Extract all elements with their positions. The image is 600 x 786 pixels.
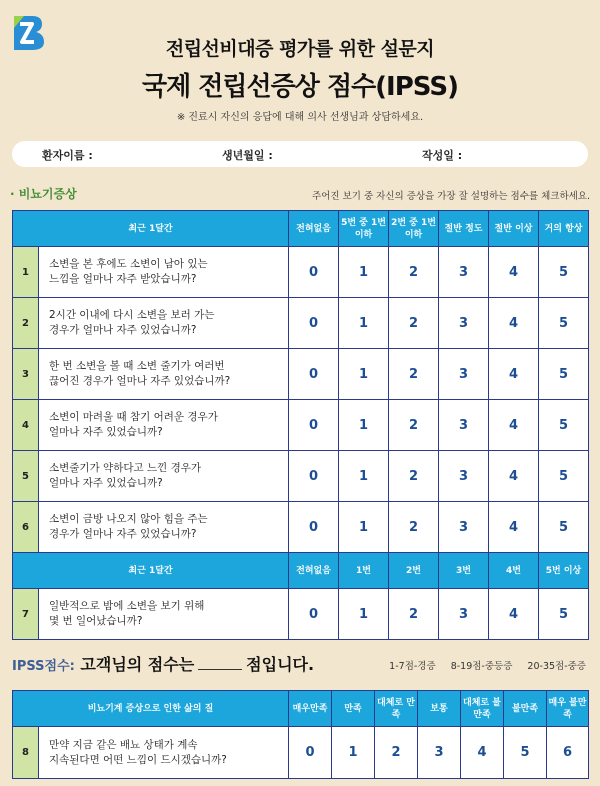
section-title: · 비뇨기증상 bbox=[10, 187, 77, 201]
question-line: 2시간 이내에 다시 소변을 보러 가는 bbox=[49, 309, 215, 321]
quality-of-life-table bbox=[12, 690, 589, 779]
question-line: 만약 지금 같은 배뇨 상태가 계속 bbox=[49, 738, 198, 751]
score-option[interactable]: 3 bbox=[439, 451, 489, 502]
question bbox=[39, 727, 289, 779]
score-option[interactable]: 4 bbox=[489, 451, 539, 502]
table-row bbox=[13, 451, 589, 502]
table-header-2 bbox=[13, 553, 589, 589]
score-option[interactable]: 3 bbox=[439, 589, 489, 640]
score-option[interactable]: 3 bbox=[439, 502, 489, 553]
question-line: 얼마나 자주 있었습니까? bbox=[49, 426, 163, 438]
header-col: 대체로 불만족 bbox=[461, 691, 504, 727]
header-col: 3번 bbox=[439, 553, 489, 589]
score-option[interactable]: 1 bbox=[339, 349, 389, 400]
score-option[interactable]: 0 bbox=[289, 349, 339, 400]
score-blank[interactable] bbox=[198, 669, 242, 670]
score-option[interactable]: 4 bbox=[489, 589, 539, 640]
score-label: IPSS점수: bbox=[12, 659, 75, 674]
header-col: 만족 bbox=[332, 691, 375, 727]
score-option[interactable]: 5 bbox=[539, 451, 589, 502]
birth-label[interactable]: 생년월일 : bbox=[222, 149, 273, 162]
table-row bbox=[13, 247, 589, 298]
range-severe: 20-35점-중증 bbox=[527, 661, 586, 672]
patient-info-bar bbox=[12, 141, 588, 167]
score-option[interactable]: 5 bbox=[504, 727, 547, 779]
header-col: 4번 bbox=[489, 553, 539, 589]
header-col: 매우만족 bbox=[289, 691, 332, 727]
header-col: 전혀없음 bbox=[289, 553, 339, 589]
header-col: 불만족 bbox=[504, 691, 547, 727]
question-line: 몇 번 일어났습니까? bbox=[49, 615, 143, 627]
score-option[interactable]: 5 bbox=[539, 502, 589, 553]
score-option[interactable]: 2 bbox=[389, 589, 439, 640]
question-line: 소변줄기가 약하다고 느낀 경우가 bbox=[49, 462, 202, 474]
question bbox=[39, 298, 289, 349]
row-number: 3 bbox=[13, 349, 39, 400]
header-col: 1번 bbox=[339, 553, 389, 589]
consult-note: ※ 진료시 자신의 응답에 대해 의사 선생님과 상담하세요. bbox=[176, 112, 424, 123]
score-option[interactable]: 5 bbox=[539, 589, 589, 640]
score-text-after: 점입니다. bbox=[246, 655, 315, 674]
score-option[interactable]: 4 bbox=[489, 400, 539, 451]
score-option[interactable]: 5 bbox=[539, 349, 589, 400]
score-option[interactable]: 2 bbox=[389, 451, 439, 502]
question-line: 한 번 소변을 볼 때 소변 줄기가 여러번 bbox=[49, 360, 225, 372]
symptom-table bbox=[12, 210, 589, 640]
table-header bbox=[13, 211, 589, 247]
score-option[interactable]: 5 bbox=[539, 400, 589, 451]
header-period: 최근 1달간 bbox=[13, 553, 289, 589]
question-line: 소변이 마려울 때 참기 어려운 경우가 bbox=[49, 411, 218, 423]
header-col: 2번 중 1번 이하 bbox=[389, 211, 439, 247]
score-option[interactable]: 1 bbox=[339, 589, 389, 640]
row-number: 6 bbox=[13, 502, 39, 553]
score-option[interactable]: 1 bbox=[339, 247, 389, 298]
question-line: 느낌을 얼마나 자주 받았습니까? bbox=[49, 273, 197, 285]
score-option[interactable]: 1 bbox=[332, 727, 375, 779]
score-option[interactable]: 1 bbox=[339, 298, 389, 349]
table-row bbox=[13, 727, 589, 779]
score-option[interactable]: 1 bbox=[339, 451, 389, 502]
question bbox=[39, 400, 289, 451]
row-number: 2 bbox=[13, 298, 39, 349]
header-col: 거의 항상 bbox=[539, 211, 589, 247]
score-option[interactable]: 2 bbox=[375, 727, 418, 779]
header-col: 5번 중 1번 이하 bbox=[339, 211, 389, 247]
score-option[interactable]: 0 bbox=[289, 298, 339, 349]
score-option[interactable]: 2 bbox=[389, 502, 439, 553]
header-period: 최근 1달간 bbox=[13, 211, 289, 247]
score-option[interactable]: 6 bbox=[547, 727, 589, 779]
score-option[interactable]: 3 bbox=[439, 400, 489, 451]
header-col: 2번 bbox=[389, 553, 439, 589]
score-option[interactable]: 3 bbox=[439, 247, 489, 298]
score-option[interactable]: 0 bbox=[289, 589, 339, 640]
question-line: 소변이 금방 나오지 않아 힘을 주는 bbox=[49, 513, 208, 525]
table-row bbox=[13, 502, 589, 553]
score-option[interactable]: 1 bbox=[339, 502, 389, 553]
question bbox=[39, 451, 289, 502]
table-row bbox=[13, 349, 589, 400]
table-row bbox=[13, 589, 589, 640]
header-col: 대체로 만족 bbox=[375, 691, 418, 727]
score-option[interactable]: 2 bbox=[389, 298, 439, 349]
range-mild: 1-7점-경증 bbox=[389, 661, 436, 672]
score-option[interactable]: 0 bbox=[289, 400, 339, 451]
page-title: 국제 전립선증상 점수(IPSS) bbox=[142, 72, 458, 102]
range-moderate: 8-19점-중등증 bbox=[450, 661, 513, 672]
score-option[interactable]: 4 bbox=[489, 349, 539, 400]
score-option[interactable]: 4 bbox=[489, 247, 539, 298]
score-option[interactable]: 0 bbox=[289, 502, 339, 553]
question bbox=[39, 589, 289, 640]
question-line: 소변을 본 후에도 소변이 남아 있는 bbox=[49, 258, 208, 270]
question-line: 경우가 얼마나 자주 있었습니까? bbox=[49, 528, 197, 540]
question-line: 지속된다면 어떤 느낌이 드시겠습니까? bbox=[49, 753, 227, 766]
score-ranges bbox=[377, 658, 586, 672]
score-option[interactable]: 4 bbox=[461, 727, 504, 779]
row-number: 1 bbox=[13, 247, 39, 298]
question bbox=[39, 502, 289, 553]
subtitle: 전립선비대증 평가를 위한 설문지 bbox=[165, 38, 435, 60]
question-line: 끊어진 경우가 얼마나 자주 있었습니까? bbox=[49, 375, 231, 387]
question-line: 얼마나 자주 있었습니까? bbox=[49, 477, 163, 489]
table-row bbox=[13, 298, 589, 349]
score-option[interactable]: 5 bbox=[539, 247, 589, 298]
question bbox=[39, 349, 289, 400]
score-option[interactable]: 2 bbox=[389, 247, 439, 298]
question-line: 경우가 얼마나 자주 있었습니까? bbox=[49, 324, 197, 336]
header-col: 매우 불만족 bbox=[547, 691, 589, 727]
score-line bbox=[12, 652, 314, 675]
score-option[interactable]: 4 bbox=[489, 298, 539, 349]
score-option[interactable]: 3 bbox=[439, 349, 489, 400]
table-header bbox=[13, 691, 589, 727]
header-col: 절반 이상 bbox=[489, 211, 539, 247]
score-option[interactable]: 0 bbox=[289, 727, 332, 779]
score-option[interactable]: 0 bbox=[289, 451, 339, 502]
row-number: 8 bbox=[13, 727, 39, 779]
score-option[interactable]: 3 bbox=[418, 727, 461, 779]
score-option[interactable]: 4 bbox=[489, 502, 539, 553]
score-text-before: 고객님의 점수는 bbox=[80, 655, 195, 674]
score-option[interactable]: 5 bbox=[539, 298, 589, 349]
question-line: 일반적으로 밤에 소변을 보기 위해 bbox=[49, 600, 205, 612]
date-label[interactable]: 작성일 : bbox=[422, 149, 463, 162]
score-option[interactable]: 2 bbox=[389, 400, 439, 451]
header-qol: 비뇨기계 증상으로 인한 삶의 질 bbox=[13, 691, 289, 727]
row-number: 4 bbox=[13, 400, 39, 451]
table-row bbox=[13, 400, 589, 451]
section-description: 주어진 보기 중 자신의 증상을 가장 잘 설명하는 점수를 체크하세요. bbox=[312, 191, 590, 202]
header-col: 보통 bbox=[418, 691, 461, 727]
score-option[interactable]: 3 bbox=[439, 298, 489, 349]
row-number: 5 bbox=[13, 451, 39, 502]
row-number: 7 bbox=[13, 589, 39, 640]
score-option[interactable]: 2 bbox=[389, 349, 439, 400]
header-col: 전혀없음 bbox=[289, 211, 339, 247]
score-option[interactable]: 1 bbox=[339, 400, 389, 451]
header-col: 5번 이상 bbox=[539, 553, 589, 589]
header-col: 절반 정도 bbox=[439, 211, 489, 247]
score-option[interactable]: 0 bbox=[289, 247, 339, 298]
question bbox=[39, 247, 289, 298]
name-label[interactable]: 환자이름 : bbox=[42, 149, 93, 162]
